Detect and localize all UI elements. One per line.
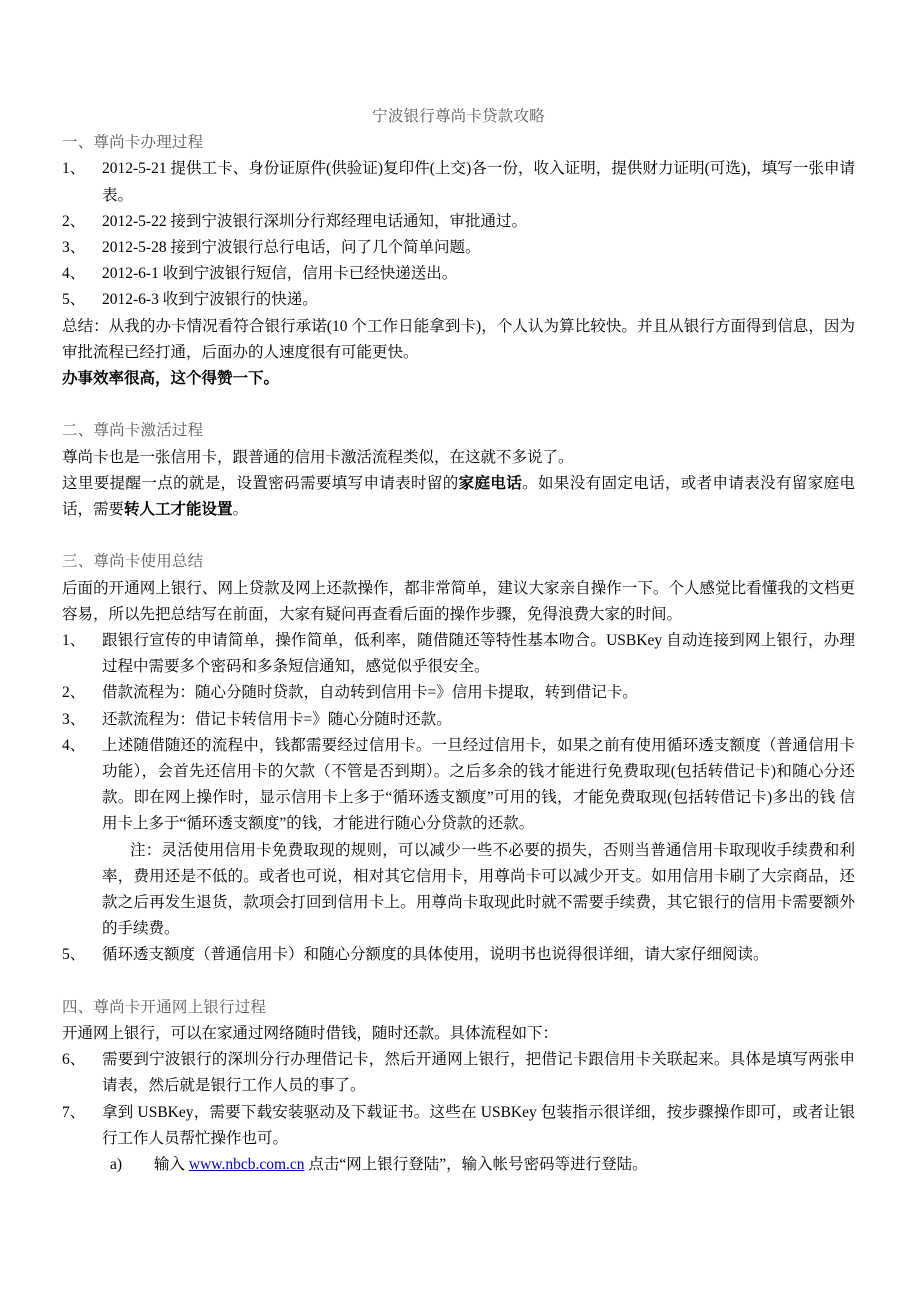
list-item <box>62 287 855 313</box>
list-marker: 3、 <box>62 710 86 728</box>
section-heading-2: 二、尊尚卡激活过程 <box>62 422 204 440</box>
section-heading-3: 三、尊尚卡使用总结 <box>62 553 204 571</box>
list-text: 2012-6-3 收到宁波银行的快递。 <box>102 291 318 309</box>
list-item <box>62 707 855 733</box>
list-marker: 5、 <box>62 946 86 964</box>
list-marker: 4、 <box>62 736 86 754</box>
list-text: 2012-5-22 接到宁波银行深圳分行郑经理电话通知，审批通过。 <box>102 212 527 230</box>
section-1-summary: 总结：从我的办卡情况看符合银行承诺(10 个工作日能拿到卡)，个人认为算比较快。并且从银行方面得到信息，因为审批流程已经打通，后面办的人速度很有可能更快。 <box>62 317 855 361</box>
list-marker: 1、 <box>62 160 86 178</box>
list-marker: 7、 <box>62 1103 86 1121</box>
list-text: 2012-5-21 提供工卡、身份证原件(供验证)复印件(上交)各一份，收入证明，提供财力证明(可选)，填写一张申请表。 <box>102 160 855 204</box>
list-text-run: 上述随借随还的流程中，钱都需要经过信用卡。一旦经过信用卡，如果之前有使用循环透支额度（普通信用卡功能），会首先还信用卡的欠款（不管是否到期）。之后多余的钱才能进行免费取现(包括转借记卡)和随心分还款。即在网上操作时，显示信用卡上多于“循环透支额度”可用的钱，才能免费取现(包括转借记卡)多出的钱 信用卡上多于“循环透支额度”的钱，才能进行随心分贷款的还款。 <box>102 736 855 833</box>
list-text: 2012-5-28 接到宁波银行总行电话，问了几个简单问题。 <box>102 239 481 257</box>
list-marker: 2、 <box>62 684 86 702</box>
list-item <box>62 680 855 706</box>
list-text: 需要到宁波银行的深圳分行办理借记卡，然后开通网上银行，把借记卡跟信用卡关联起来。具体是填写两张申请表，然后就是银行工作人员的事了。 <box>102 1051 855 1095</box>
paragraph-text-run: 。 <box>232 501 249 519</box>
emphasis-manual-service: 转人工才能设置 <box>124 501 233 519</box>
list-item <box>62 261 855 287</box>
list-text: 循环透支额度（普通信用卡）和随心分额度的具体使用，说明书也说得很详细，请大家仔细阅读。 <box>102 946 769 964</box>
list-text: 拿到 USBKey，需要下载安装驱动及下载证书。这些在 USBKey 包装指示很详细，按步骤操作即可，或者让银行工作人员帮忙操作也可。 <box>102 1103 855 1147</box>
list-text <box>102 733 855 943</box>
blank-line <box>62 523 855 549</box>
document-title: 宁波银行尊尚卡贷款攻略 <box>372 108 545 125</box>
blank-line <box>62 969 855 995</box>
list-marker: 2、 <box>62 212 86 230</box>
sub-list-marker: a) <box>110 1156 123 1174</box>
list-note: 注：灵活使用信用卡免费取现的规则，可以减少一些不必要的损失，否则当普通信用卡取现收手续费和利率，费用还是不低的。或者也可说，相对其它信用卡，用尊尚卡可以减少开支。如用信用卡刷了大宗商品，还款之后再发生退货，款项会打回到信用卡上。用尊尚卡取现此时就不需要手续费，其它银行的信用卡需要额外的手续费。 <box>102 841 855 938</box>
list-text: 还款流程为：借记卡转信用卡=》随心分随时还款。 <box>102 710 452 728</box>
sub-list-text-suffix: 点击“网上银行登陆”，输入帐号密码等进行登陆。 <box>304 1156 648 1174</box>
list-marker: 1、 <box>62 632 86 650</box>
document-body <box>62 104 855 1178</box>
list-item <box>62 628 855 680</box>
list-item <box>62 235 855 261</box>
list-item <box>62 1100 855 1152</box>
list-text: 跟银行宣传的申请简单，操作简单，低利率，随借随还等特性基本吻合。USBKey 自动连接到网上银行，办理过程中需要多个密码和多条短信通知，感觉似乎很安全。 <box>102 632 855 676</box>
nbcb-website-link[interactable]: www.nbcb.com.cn <box>188 1156 305 1174</box>
list-item <box>62 942 855 968</box>
list-marker: 3、 <box>62 239 86 257</box>
sub-list-text-prefix: 输入 <box>154 1156 189 1174</box>
list-marker: 4、 <box>62 265 86 283</box>
sub-list-text <box>154 1152 855 1178</box>
list-item <box>62 1047 855 1099</box>
list-text: 2012-6-1 收到宁波银行短信，信用卡已经快递送出。 <box>102 265 458 283</box>
sub-list-item <box>62 1152 855 1178</box>
list-marker: 6、 <box>62 1051 86 1069</box>
section-3-intro: 后面的开通网上银行、网上贷款及网上还款操作，都非常简单，建议大家亲自操作一下。个人感觉比看懂我的文档更容易，所以先把总结写在前面，大家有疑问再查看后面的操作步骤，免得浪费大家的时间。 <box>62 579 855 623</box>
section-heading-4: 四、尊尚卡开通网上银行过程 <box>62 998 267 1016</box>
section-heading-1: 一、尊尚卡办理过程 <box>62 134 204 152</box>
section-2-paragraph-1: 尊尚卡也是一张信用卡，跟普通的信用卡激活流程类似，在这就不多说了。 <box>62 448 574 466</box>
list-item <box>62 733 855 943</box>
section-2-paragraph-2 <box>62 471 855 523</box>
paragraph-text-run: 这里要提醒一点的就是，设置密码需要填写申请表时留的 <box>62 474 459 492</box>
emphasis-home-phone: 家庭电话 <box>458 474 523 492</box>
list-marker: 5、 <box>62 291 86 309</box>
blank-line <box>62 392 855 418</box>
list-text: 借款流程为：随心分随时贷款，自动转到信用卡=》信用卡提取，转到借记卡。 <box>102 684 638 702</box>
paragraph-text-run: 。如果没有固定电话，或者申请表没有留家庭电话，需要 <box>62 474 855 519</box>
list-item <box>62 156 855 208</box>
list-item <box>62 209 855 235</box>
section-1-emphasis: 办事效率很高，这个得赞一下。 <box>62 370 280 388</box>
section-4-intro: 开通网上银行，可以在家通过网络随时借钱，随时还款。具体流程如下： <box>62 1025 559 1043</box>
